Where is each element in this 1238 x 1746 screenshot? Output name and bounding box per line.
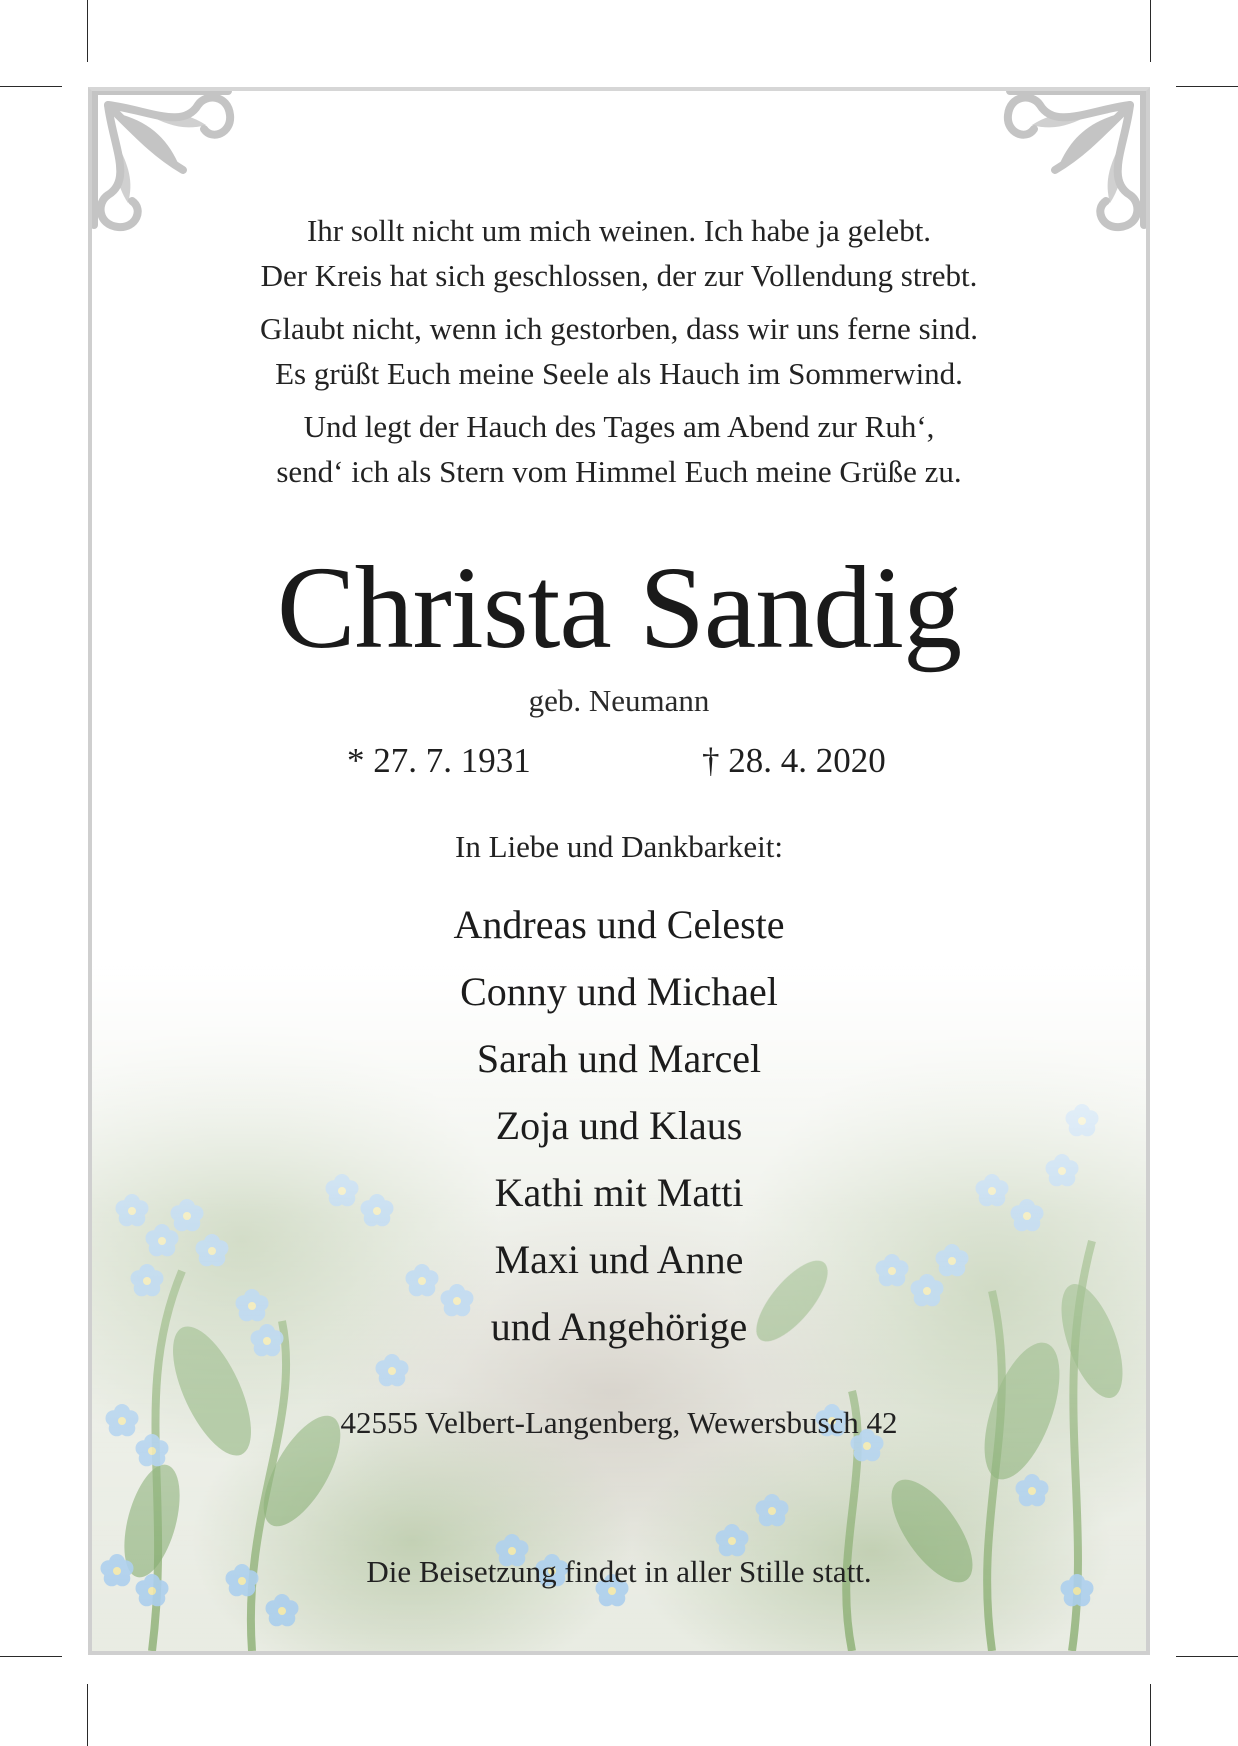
address: 42555 Velbert-Langenberg, Wewersbusch 42 (340, 1405, 898, 1440)
mourner-entry: Conny und Michael (460, 969, 778, 1014)
mourner-entry: und Angehörige (490, 1304, 748, 1349)
crop-mark (1176, 1656, 1238, 1657)
poem-line: send‘ ich als Stern vom Himmel Euch meine Grüße zu. (276, 454, 962, 489)
maiden-name: geb. Neumann (528, 683, 710, 718)
mourner-entry: Sarah und Marcel (476, 1036, 762, 1081)
crop-mark (87, 1684, 88, 1746)
crop-mark (87, 0, 88, 62)
crop-mark (1150, 1684, 1151, 1746)
birth-date: * 27. 7. 1931 (347, 741, 531, 780)
poem-line: Der Kreis hat sich geschlossen, der zur Vollendung strebt. (260, 258, 978, 293)
poem-line: Und legt der Hauch des Tages am Abend zur Ruh‘, (303, 409, 935, 444)
crop-mark (0, 86, 62, 87)
burial-notice: Die Beisetzung findet in aller Stille statt. (366, 1554, 872, 1589)
deceased-name: Christa Sandig (276, 542, 962, 673)
poem-stanza (92, 306, 1146, 396)
poem (92, 208, 1146, 502)
poem-stanza (92, 404, 1146, 494)
mourner-entry: Kathi mit Matti (494, 1170, 744, 1215)
poem-line: Glaubt nicht, wenn ich gestorben, dass wir uns ferne sind. (259, 311, 978, 346)
death-date: † 28. 4. 2020 (702, 741, 886, 780)
crop-mark (1150, 0, 1151, 62)
crop-mark (1176, 86, 1238, 87)
mourner-entry: Andreas und Celeste (453, 902, 785, 947)
poem-stanza (92, 208, 1146, 298)
mourner-entry: Maxi und Anne (494, 1237, 744, 1282)
mourner-entry: Zoja und Klaus (495, 1103, 743, 1148)
obituary-frame (88, 87, 1150, 1655)
mourners-list (92, 891, 1146, 1360)
thanks-line: In Liebe und Dankbarkeit: (455, 829, 783, 864)
poem-line: Ihr sollt nicht um mich weinen. Ich habe ja gelebt. (306, 213, 932, 248)
crop-mark (0, 1656, 62, 1657)
poem-line: Es grüßt Euch meine Seele als Hauch im Sommerwind. (275, 356, 963, 391)
